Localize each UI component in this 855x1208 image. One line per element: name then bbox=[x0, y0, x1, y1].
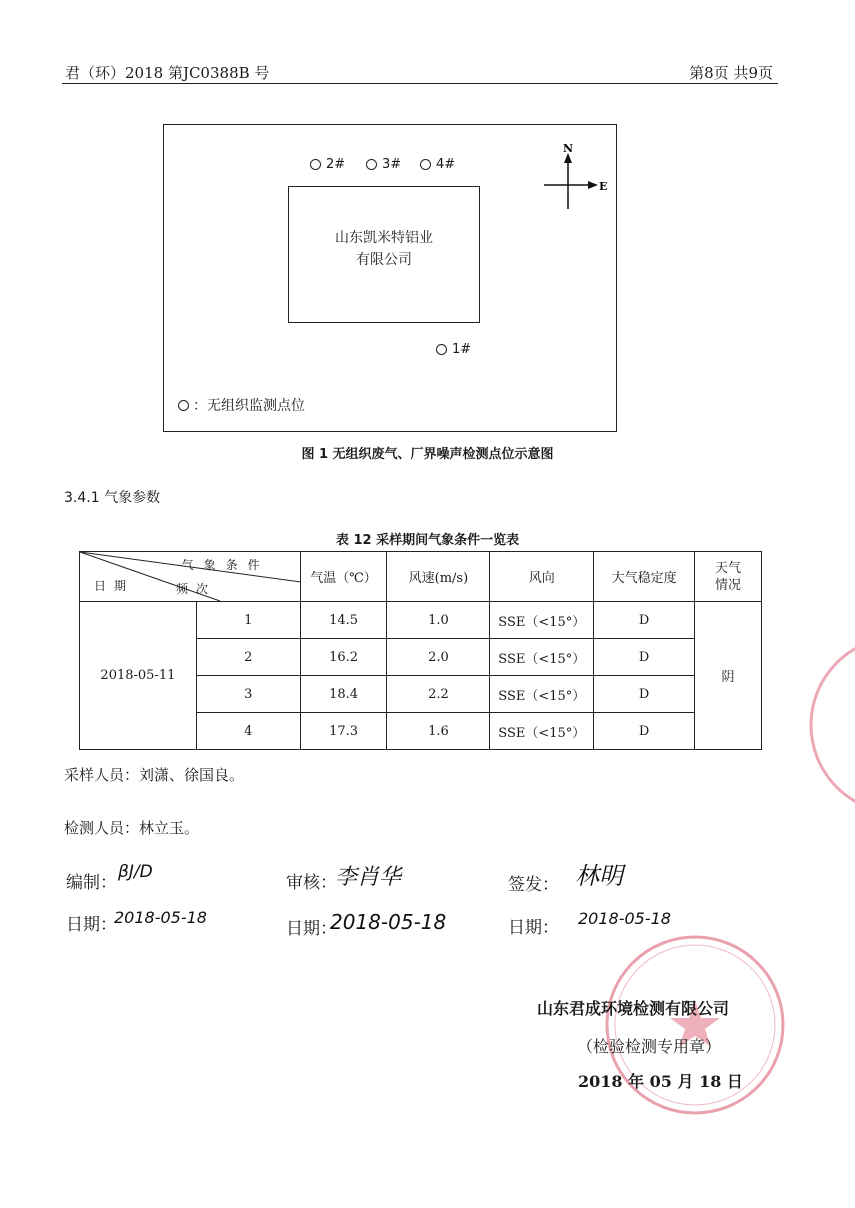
figure-caption: 图 1 无组织废气、厂界噪声检测点位示意图 bbox=[301, 447, 554, 462]
report-number: 君（环）2018 第JC0388B 号 bbox=[65, 64, 270, 82]
freq-cell: 2 bbox=[196, 639, 300, 676]
monitor-point-2 bbox=[310, 157, 345, 172]
point-label: 2# bbox=[326, 157, 346, 172]
partial-seal-icon bbox=[804, 630, 855, 820]
diagonal-header-cell bbox=[80, 552, 301, 602]
stability-cell: D bbox=[594, 602, 695, 639]
stability-cell: D bbox=[594, 676, 695, 713]
col-header-temp: 气温（℃） bbox=[300, 552, 387, 602]
freq-cell: 1 bbox=[196, 602, 300, 639]
point-label: 3# bbox=[382, 157, 402, 172]
direction-cell: SSE（<15°） bbox=[490, 639, 594, 676]
point-label: 1# bbox=[452, 342, 472, 357]
point-label: 4# bbox=[436, 157, 456, 172]
col-header-direction: 风向 bbox=[490, 552, 594, 602]
date-label-1: 日期： bbox=[66, 915, 117, 935]
temp-cell: 14.5 bbox=[300, 602, 387, 639]
company-name-line2: 有限公司 bbox=[356, 252, 412, 268]
monitor-point-4 bbox=[420, 157, 455, 172]
table-caption: 表 12 采样期间气象条件一览表 bbox=[335, 533, 520, 548]
circle-icon bbox=[420, 159, 431, 170]
freq-cell: 4 bbox=[196, 713, 300, 750]
compile-signature: βJ/D bbox=[118, 862, 153, 882]
date-label-2: 日期： bbox=[286, 919, 337, 939]
legend bbox=[178, 395, 305, 415]
wind-cell: 1.6 bbox=[387, 713, 490, 750]
col-header-stability: 大气稳定度 bbox=[594, 552, 695, 602]
organization-name: 山东君成环境检测有限公司 bbox=[537, 999, 730, 1018]
diag-date-label: 日期 bbox=[94, 579, 135, 593]
monitor-point-1 bbox=[436, 342, 471, 357]
circle-icon bbox=[178, 400, 189, 411]
temp-cell: 17.3 bbox=[300, 713, 387, 750]
compass-east: E bbox=[599, 180, 608, 193]
stamp-note: （检验检测专用章） bbox=[577, 1037, 722, 1056]
circle-icon bbox=[436, 344, 447, 355]
sampler-line: 采样人员：刘潇、徐国良。 bbox=[64, 766, 245, 784]
page-number: 第8页 共9页 bbox=[689, 64, 773, 82]
direction-cell: SSE（<15°） bbox=[490, 602, 594, 639]
legend-label: ：无组织监测点位 bbox=[193, 398, 305, 414]
stability-cell: D bbox=[594, 713, 695, 750]
table-header-row bbox=[80, 552, 762, 602]
compass-north: N bbox=[563, 143, 574, 155]
review-signature: 李肖华 bbox=[335, 865, 402, 890]
temp-cell: 16.2 bbox=[300, 639, 387, 676]
issue-date: 2018 年 05 月 18 日 bbox=[578, 1072, 743, 1091]
issue-label: 签发： bbox=[508, 875, 559, 895]
col-header-weather: 天气情况 bbox=[695, 552, 762, 602]
header-divider bbox=[62, 83, 778, 84]
date-handwritten-1: 2018-05-18 bbox=[114, 908, 207, 927]
col-header-wind: 风速(m/s) bbox=[387, 552, 490, 602]
direction-cell: SSE（<15°） bbox=[490, 713, 594, 750]
temp-cell: 18.4 bbox=[300, 676, 387, 713]
tester-line: 检测人员：林立玉。 bbox=[64, 819, 200, 837]
section-title: 3.4.1 气象参数 bbox=[64, 490, 161, 506]
diag-freq-label: 频次 bbox=[176, 582, 217, 596]
company-name-line1: 山东凯米特铝业 bbox=[335, 230, 433, 246]
direction-cell: SSE（<15°） bbox=[490, 676, 594, 713]
table-row bbox=[80, 602, 762, 639]
circle-icon bbox=[310, 159, 321, 170]
wind-cell: 1.0 bbox=[387, 602, 490, 639]
wind-cell: 2.0 bbox=[387, 639, 490, 676]
company-building bbox=[288, 186, 480, 323]
circle-icon bbox=[366, 159, 377, 170]
date-cell: 2018-05-11 bbox=[80, 602, 197, 750]
weather-table bbox=[79, 551, 762, 750]
stability-cell: D bbox=[594, 639, 695, 676]
site-map-figure bbox=[163, 124, 617, 432]
date-handwritten-2: 2018-05-18 bbox=[330, 910, 447, 934]
wind-cell: 2.2 bbox=[387, 676, 490, 713]
compile-label: 编制： bbox=[66, 873, 117, 893]
freq-cell: 3 bbox=[196, 676, 300, 713]
issue-signature: 林明 bbox=[575, 862, 623, 890]
compass-icon bbox=[540, 143, 610, 213]
monitor-point-3 bbox=[366, 157, 401, 172]
date-label-3: 日期： bbox=[508, 918, 559, 938]
weather-cell: 阴 bbox=[695, 602, 762, 750]
diag-top-label: 气象条件 bbox=[181, 558, 270, 572]
review-label: 审核： bbox=[286, 873, 337, 893]
date-handwritten-3: 2018-05-18 bbox=[578, 909, 671, 928]
